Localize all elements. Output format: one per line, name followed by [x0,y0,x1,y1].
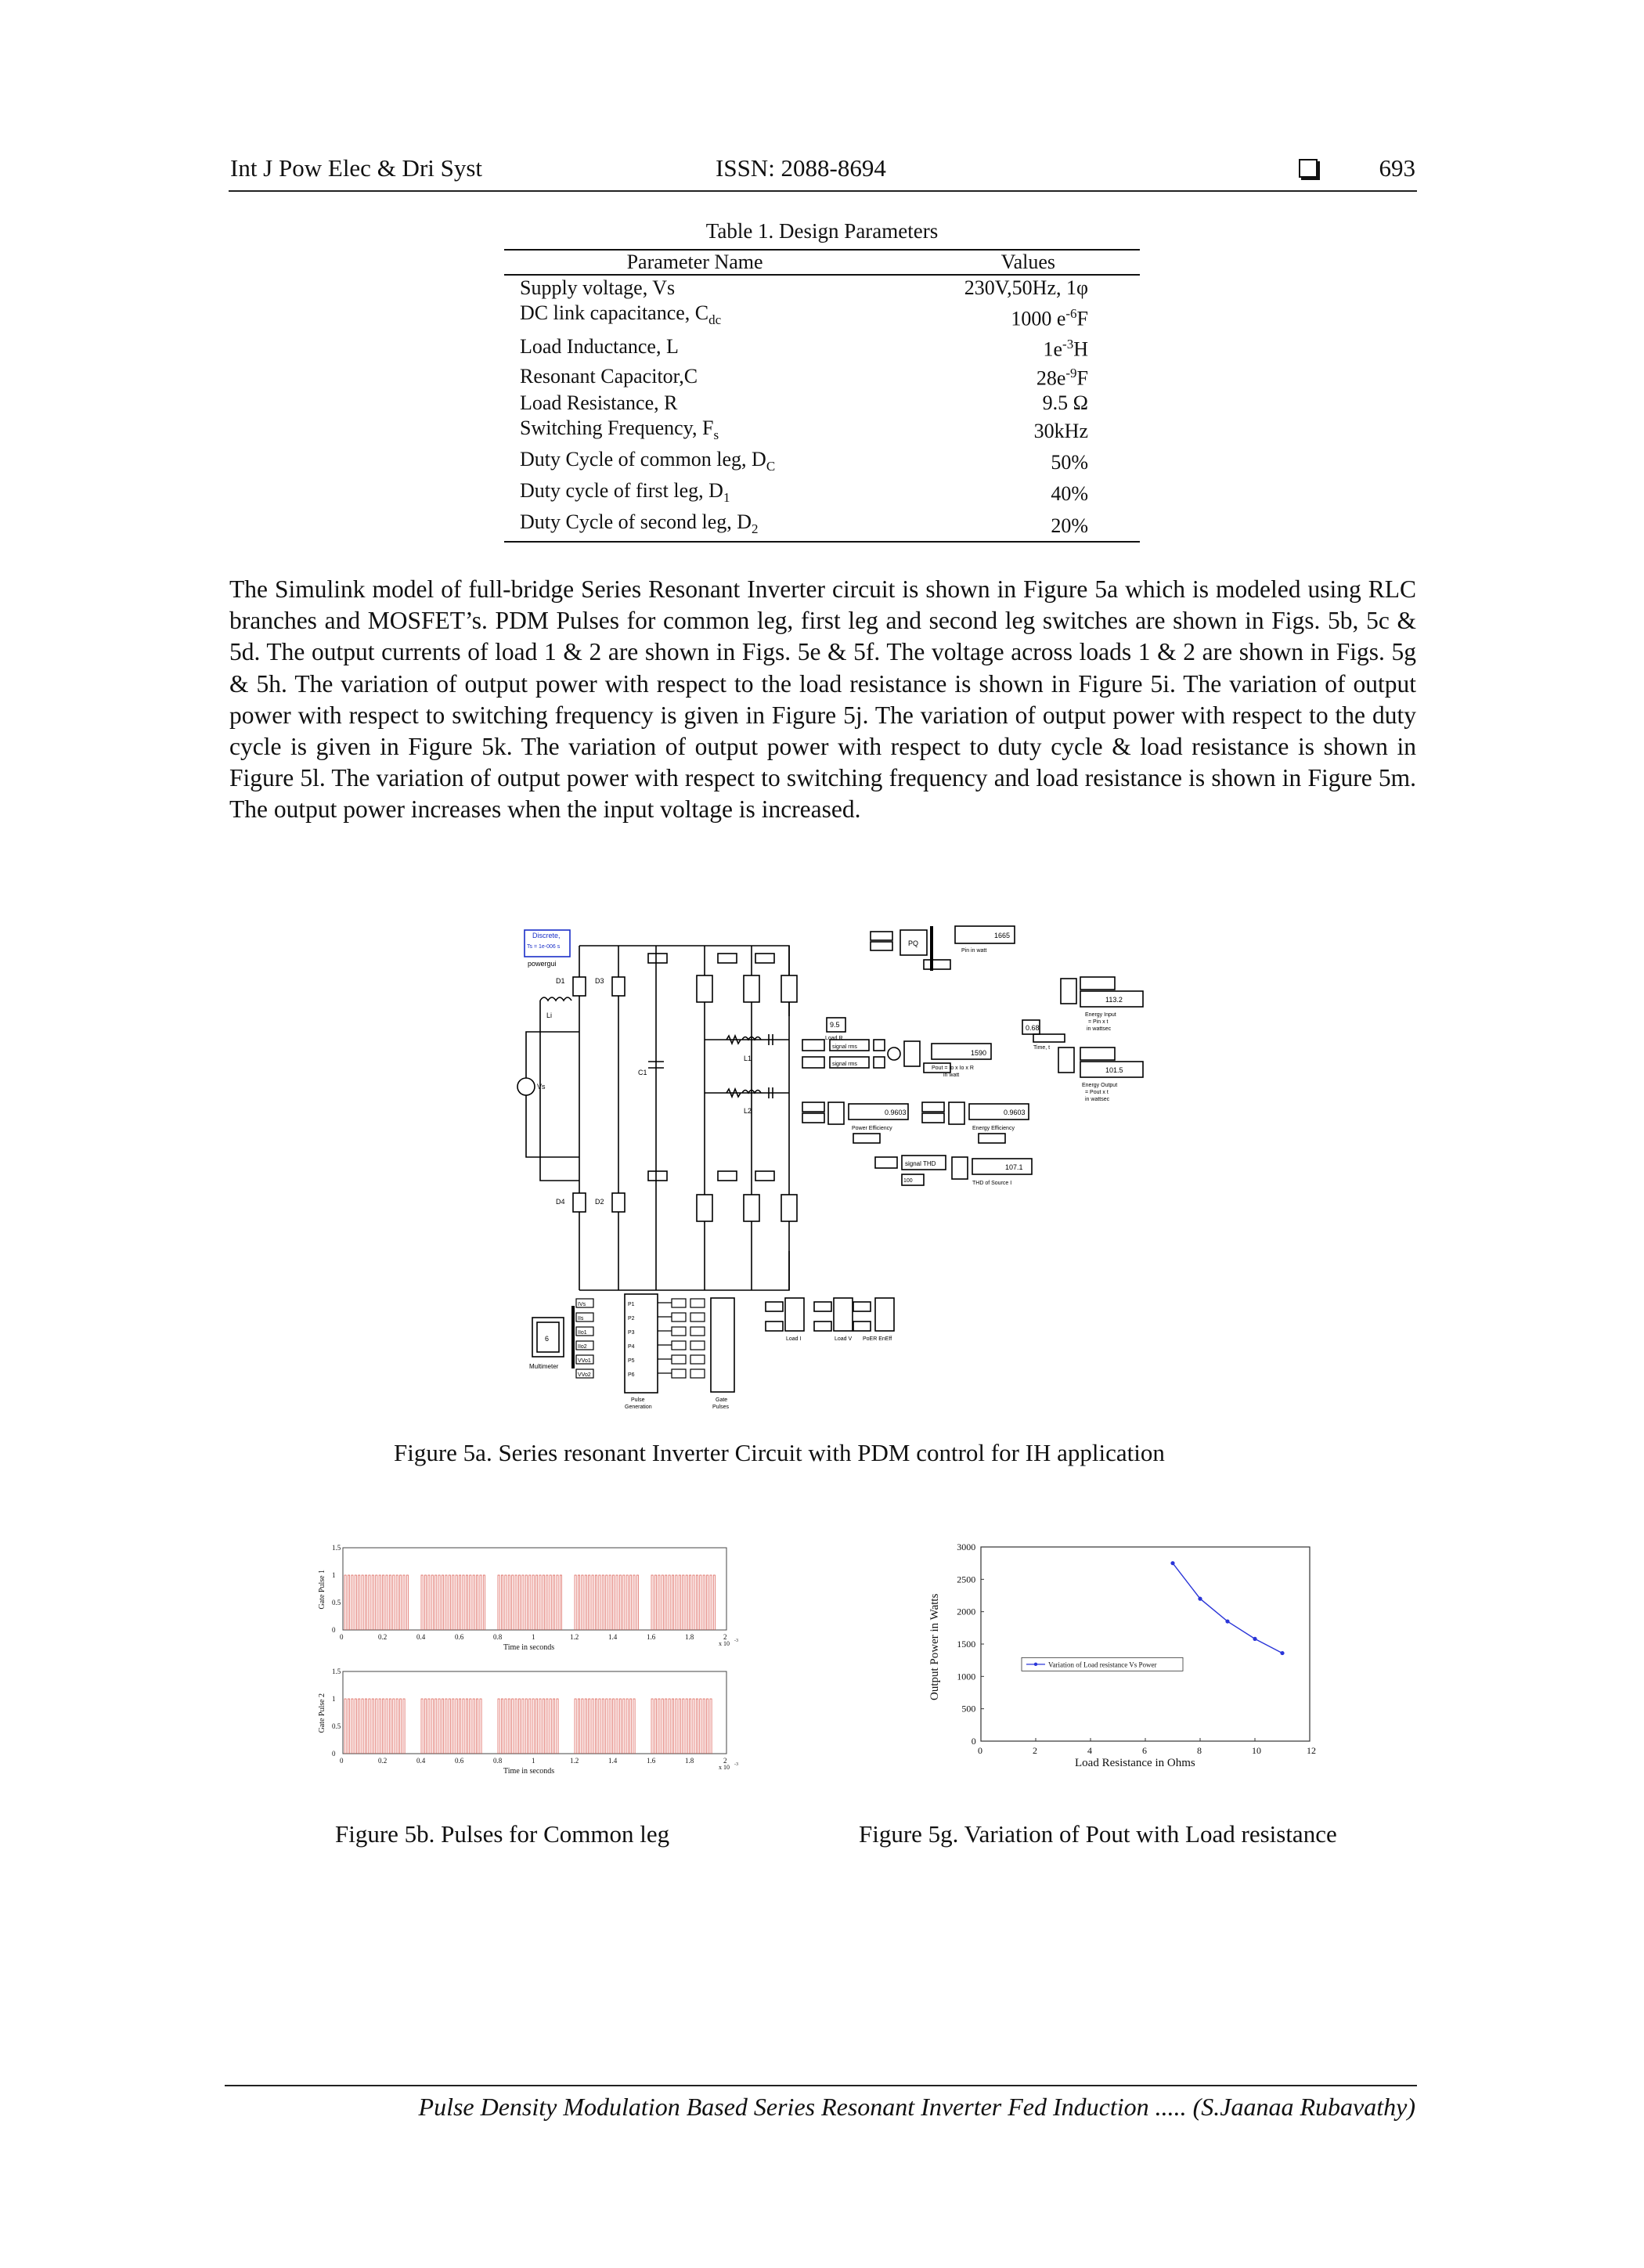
plot-frame [343,1548,726,1630]
design-parameters-table [504,249,1140,543]
table-caption: Table 1. Design Parameters [705,219,939,243]
x-tick-label: 2 [1033,1745,1037,1756]
li-label: Li [546,1011,553,1019]
pulse-gen-label-2: Generation [625,1404,652,1410]
x-tick-label: 1.4 [608,1757,618,1765]
gate-pulse-train [344,1699,712,1754]
y-tick-label: 0 [971,1736,976,1747]
c1-label: C1 [638,1069,647,1076]
x-tick-label: 0.2 [378,1633,388,1641]
x-tick-label: 1.6 [647,1757,656,1765]
time-label: Time, t [1033,1045,1051,1051]
vs-label: Vs [537,1083,546,1091]
thd-signal-label: signal THD [905,1160,936,1167]
param-value: 40% [1051,482,1088,506]
gate-pulses-label-2: Pulses [712,1404,730,1410]
y-tick-label: 500 [961,1703,976,1715]
load-r-value: 9.5 [830,1021,840,1029]
running-header [229,151,1417,192]
x-tick-label: 1.4 [608,1633,618,1641]
thd-label: THD of Source I [972,1181,1012,1186]
x-tick-label: 1.8 [685,1757,694,1765]
ein-value: 113.2 [1105,996,1123,1004]
y-tick-label: 1.5 [332,1668,341,1675]
pout-label-2: in watt [943,1073,960,1078]
x-tick-label: 10 [1252,1745,1261,1756]
y-tick-label: 0.5 [332,1722,341,1730]
y-tick-label: 1 [332,1571,336,1579]
table-row [504,361,1140,391]
table-row [504,332,1140,362]
figure-5g-chart [924,1536,1331,1787]
x-tick-label: 0.8 [493,1757,503,1765]
x-multiplier-exponent: -3 [734,1762,738,1767]
param-name: Duty Cycle of common leg, $D_C$ [520,447,776,474]
page-number: 693 [1379,154,1415,182]
y-axis-label: Gate Pulse 1 [318,1569,326,1610]
ein-label-2: = Pin x t [1088,1019,1109,1025]
ein-label-1: Energy Input [1085,1012,1116,1018]
pout-label-1: Pout = Io x Io x R [932,1065,974,1071]
param-value: $1e^{-3}H$ [1043,336,1088,361]
x-tick-label: 12 [1307,1745,1316,1756]
figure-5b-chart [312,1538,738,1789]
x-tick-label: 0.6 [455,1633,464,1641]
simulink-circuit-diagram [517,922,1644,1408]
param-value: 30kHz [1033,420,1088,443]
table-row [504,391,1140,416]
d1-label: D1 [556,977,565,985]
pulse-pin-label: P2 [628,1316,635,1321]
param-value: 230V,50Hz, 1φ [964,276,1088,300]
x-axis-label: Time in seconds [503,1643,555,1652]
powergui-label: powergui [528,960,557,968]
figure-5b-caption: Figure 5b. Pulses for Common leg [335,1820,670,1848]
ts-label: Ts = 1e-006 s [527,944,561,950]
y-tick-label: 0 [332,1626,336,1634]
footer-text: Pulse Density Modulation Based Series Resonant Inverter Fed Induction ..... (S.Jaanaa Rubavathy) [418,2093,1415,2121]
param-value: 20% [885,510,1140,542]
x-tick-label: 1 [532,1757,535,1765]
param-name: Switching Frequency, $F_s$ [520,416,719,442]
pulse-pin-label: P1 [628,1302,635,1307]
param-value: 9.5 Ω [1042,391,1088,415]
power-eff-scope-label: PoER EnEff [863,1336,892,1342]
multimeter-tag: IIs [578,1316,584,1321]
x-tick-label: 0 [978,1745,982,1756]
x-multiplier-exponent: -3 [734,1639,738,1643]
pq-label: PQ [908,939,919,947]
load-r-label: Load R [825,1036,843,1041]
x-tick-label: 0 [340,1633,344,1641]
pulse-gen-label-1: Pulse [631,1397,645,1403]
hundred-label: 100 [903,1178,913,1184]
data-point [1253,1637,1256,1641]
data-point [1170,1561,1174,1565]
col-header-values: Values [885,250,1140,275]
param-name: Load Inductance, L [520,335,679,359]
l1-label: L1 [744,1055,752,1062]
data-point [1280,1651,1284,1655]
multimeter-label: Multimeter [529,1363,559,1370]
param-name: DC link capacitance, $C_{dc}$ [520,301,722,327]
discrete-label: Discrete, [532,932,561,939]
plot-frame [981,1547,1310,1741]
y-axis-label: Output Power in Watts [928,1593,941,1700]
power-eff-value: 0.9603 [885,1109,907,1116]
eout-label-1: Energy Output [1082,1083,1118,1088]
x-tick-label: 0.6 [455,1757,464,1765]
x-tick-label: 8 [1197,1745,1202,1756]
y-tick-label: 1.5 [332,1544,341,1552]
d3-label: D3 [595,977,604,985]
thd-value: 107.1 [1005,1163,1023,1171]
y-tick-label: 1 [332,1695,336,1703]
legend-marker [1034,1663,1037,1666]
eout-value: 101.5 [1105,1066,1123,1074]
multimeter-tag: VVo1 [578,1358,591,1364]
multimeter-tag: IIo2 [578,1344,587,1350]
table-row [504,301,1140,332]
param-value: 50% [1051,451,1088,474]
multimeter-tag: IIo1 [578,1330,587,1336]
param-name: Duty Cycle of second leg, $D_2$ [504,510,885,542]
x-tick-label: 0.4 [416,1757,426,1765]
multimeter-tag: VVo2 [578,1372,591,1378]
pulse-pin-label: P4 [628,1344,635,1350]
y-tick-label: 2000 [957,1606,976,1617]
param-value: $28e^{-9}F$ [1036,366,1088,390]
col-header-parameter: Parameter Name [504,250,885,275]
x-tick-label: 0.8 [493,1633,503,1641]
y-tick-label: 2500 [957,1574,976,1585]
pulse-pin-label: P6 [628,1372,635,1378]
journal-name: Int J Pow Elec & Dri Syst [230,154,483,182]
x-tick-label: 4 [1087,1745,1092,1756]
x-tick-label: 1.2 [570,1633,579,1641]
x-tick-label: 1.2 [570,1757,579,1765]
x-tick-label: 2 [723,1633,727,1641]
figure-5a-caption: Figure 5a. Series resonant Inverter Circuit with PDM control for IH application [394,1439,1165,1466]
d2-label: D2 [595,1198,604,1206]
param-value: 1000 $e^{-6}F$ [1011,305,1088,330]
table-row [504,447,1140,478]
energy-eff-value: 0.9603 [1004,1109,1026,1116]
multimeter-value: 6 [545,1335,550,1343]
pulse-pin-label: P5 [628,1358,635,1364]
y-tick-label: 0.5 [332,1599,341,1606]
y-tick-label: 1500 [957,1639,976,1650]
figure-5g-caption: Figure 5g. Variation of Pout with Load resistance [859,1820,1337,1848]
param-name: Duty cycle of first leg, $D_1$ [520,478,730,506]
running-footer [225,2085,1417,2121]
x-tick-label: 2 [723,1757,727,1765]
plot-frame [343,1671,726,1754]
x-tick-label: 1.8 [685,1633,694,1641]
series-line [1173,1563,1282,1653]
legend-label: Variation of Load resistance Vs Power [1048,1660,1157,1669]
x-tick-label: 1 [532,1633,535,1641]
param-name: Resonant Capacitor,C [520,364,698,388]
param-name: Load Resistance, R [520,391,678,415]
ein-label-3: in wattsec [1087,1026,1112,1032]
x-tick-label: 0 [340,1757,344,1765]
x-axis-label: Time in seconds [503,1767,555,1776]
eout-label-3: in wattsec [1085,1097,1110,1102]
gate-pulse-train [344,1575,716,1630]
table-row [504,478,1140,510]
table-row [504,416,1140,447]
x-tick-label: 6 [1142,1745,1147,1756]
rms-label-2: signal rms [832,1062,857,1067]
data-point [1225,1619,1229,1623]
multimeter-tag: IVs [578,1302,586,1307]
table-row [504,510,1140,542]
gate-pulses-label-1: Gate [716,1397,728,1403]
param-name: Supply voltage, Vs [520,276,676,300]
y-axis-label: Gate Pulse 2 [318,1693,326,1733]
l2-label: L2 [744,1107,752,1115]
load-v-label: Load V [835,1336,853,1342]
pin-value: 1665 [994,932,1011,939]
x-tick-label: 0.2 [378,1757,388,1765]
pulse-pin-label: P3 [628,1330,635,1336]
table-row [504,275,1140,301]
d4-label: D4 [556,1198,565,1206]
issn: ISSN: 2088-8694 [716,154,886,182]
y-tick-label: 0 [332,1750,336,1758]
power-eff-label: Power Efficiency [852,1126,892,1131]
x-multiplier: x 10 [719,1764,730,1771]
pin-label: Pin in watt [961,948,987,954]
x-tick-label: 0.4 [416,1633,426,1641]
time-value: 0.68 [1026,1024,1040,1032]
load-i-label: Load I [786,1336,802,1342]
x-axis-label: Load Resistance in Ohms [1075,1757,1195,1769]
x-tick-label: 1.6 [647,1633,656,1641]
energy-eff-label: Energy Efficiency [972,1126,1015,1131]
x-multiplier: x 10 [719,1640,730,1647]
square-icon [1299,159,1318,178]
pout-value: 1590 [971,1049,987,1057]
eout-label-2: = Pout x t [1085,1090,1109,1095]
y-tick-label: 3000 [957,1541,976,1552]
y-tick-label: 1000 [957,1671,976,1682]
data-point [1198,1597,1202,1601]
rms-label-1: signal rms [832,1044,857,1050]
body-paragraph: The Simulink model of full-bridge Series Resonant Inverter circuit is shown in Figure 5a which is modeled using RLC branches and MOSFET’s. PDM Pulses for common leg, first leg and second leg switches are shown in Figs. 5b, 5c & 5d. The output currents of load 1 & 2 are shown in Figs. 5e & 5f. The voltage across loads 1 & 2 are shown in Figs. 5g & 5h. The variation of output power with respect to the load resistance is shown in Figure 5i. The variation of output power with respect to switching frequency is given in Figure 5j. The variation of output power with respect to the duty cycle is given in Figure 5k. The variation of output power with respect to duty cycle & load resistance is shown in Figure 5l. The variation of output power with respect to switching frequency and load resistance is shown in Figure 5m. The output power increases when the input voltage is increased. [229,575,1416,824]
